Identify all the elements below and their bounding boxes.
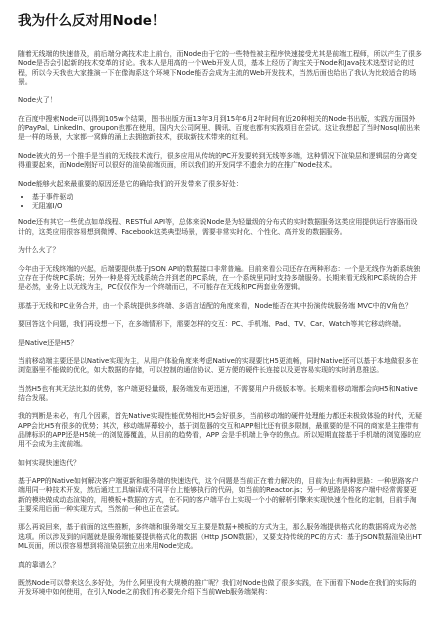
paragraph-ali-practice: 既然Node可以带来这么多好处，为什么阿里没有大规模的推广呢？我们对Node也做了很多实践，在下面看下Node在我们的实际的开发环境中如何使用，在引入Node之前我们有必要先介绍下当前Web服务端架构： bbox=[18, 578, 417, 597]
paragraph-native-advantages: 当前移动端主要还是以Native实现为主，从用户体验角度来考虑Native的实现要比H5更流畅，同时Native还可以基于本地做很多在浏览器里不能做的优化，如大数据的存储，可以控制的通信协议、更方便的硬件长连接以及更容易实现的实时消息推送。 bbox=[18, 356, 419, 375]
section-heading-node-hot: Node火了！ bbox=[18, 96, 57, 105]
paragraph-mvc-question: 那基于无线和PC业务合并，由一个系统提供多终端、多语言适配的角度来看，Node能否在其中扮演传统服务端 MVC中的V角色？ bbox=[18, 301, 412, 310]
section-heading-reliable: 真的靠谱么？ bbox=[18, 560, 60, 569]
paragraph-other-advantages: Node还有其它一些优点如单线程、RESTful API等，总体来说Node是为轻量级的分布式的实时数据服务这类应用提供运行容器而设计的，这类应用很容易想到微博、Facebook这类典型场景，需要非常实时化、个性化、高并发的数据服务。 bbox=[18, 218, 418, 236]
paragraph-my-judgement: 我的判断是未必，有几个因素，首先Native实现性能优势相比H5会好很多，当前移动端的硬件处理能力都还未极致体验的时代，无疑APP会比H5有很多的优势；其次，移动端屏幕较小，基于浏览器的交互和APP相比还有很多限制，最重要的是不同的商家是主推带有品牌标识的APP还是H5统一的浏览器覆盖，从目前的趋势看，APP 会是手机端上争夺的焦点。所以短期直接基于手机端的浏览器的应用不会成为主流前端。 bbox=[18, 412, 422, 449]
paragraph-h5-advantages: 当然H5也有其无法比拟的优势，客户端更轻量级，服务端发布更迅速，不需要用户升级版本等。长期来看移动端都会向H5和Native结合发展。 bbox=[18, 384, 418, 402]
section-heading-fast-iteration: 如何实现快速迭代？ bbox=[18, 458, 81, 467]
paragraph-search-results: 在百度中搜索Node可以得到105w个结果，图书出版方面13年3月到15年6月2年时间有近20种相关的Node书出版，实践方面国外的PayPal、LinkedIn、groupon也都在使用，国内大公司阿里、腾讯、百度也都有实践项目在尝试。这让我想起了当时Nosql前出来是一样的场景，大家都一窝蜂的涌上去拥抱新技术，获取新技术带来的红利。 bbox=[18, 114, 421, 142]
intro-paragraph: 随着无线端的快速普及，前后端分离技术走上前台，而Node由于它的一些特性被主程序快速接受尤其是前端工程师，所以产生了很多Node是否会引起新的技术变革的讨论。我本人是用高的一个Web开发人员，基本上经历了淘宝关于Node和Java技术选型讨论的过程，所以今天我也大家推演一下在像淘系这个环境下Node能否会成为主流的Web开发技术，当然后面也给出了我认为比较适合的场景。 bbox=[18, 50, 422, 86]
list-item: • 无阻塞I/O bbox=[32, 202, 422, 211]
section-heading-native-h5: 是Native还是H5？ bbox=[18, 338, 78, 347]
benefits-list bbox=[18, 193, 422, 212]
paragraph-app-iteration: 基于APP的Native如何解决客户端更新和服务端的快速迭代，这个问题是当前正在着力解决的，目前为止有两种思路：一种思路客户端用同一种技术开发，然后通过工具编译成不同平台上能够执行的代码，如当前的Reactor.js；另一种思路是将客户端中经常需要更新的模块做成动态渲染的，用模板+数据的方式，在不同的客户端平台上实现一个小的解析引擎来实现快速个性化的定制，目前手淘主要采用后面一种实现方式，当然前一种也正在尝试。 bbox=[18, 477, 419, 513]
article-title: 我为什么反对用Node！ bbox=[18, 13, 166, 29]
paragraph-multi-terminal: 要回答这个问题，我们再设想一下，在多端情形下，需要怎样的交互：PC、手机端、Pad、TV、Car、Watch等其它移动终端。 bbox=[18, 320, 406, 329]
list-item: • 基于事件驱动 bbox=[32, 193, 422, 202]
paragraph-wireless-push: Node被火的另一个推手是当前的无线技术流行，很多应用从传统的PC开发要转到无线等多端，这种情况下渲染层和逻辑层的分离变得重要起来，而Node刚好可以很好的渲染前端页面，所以我们的开发同学不遗余力的在推广Node技术。 bbox=[18, 151, 418, 170]
paragraph-benefits-intro: Node能够火起来最重要的原因还是它的确给我们的开发带来了很多好处： bbox=[18, 179, 243, 188]
paragraph-json-api: 今年由于无线终端的兴起，后端要提供基于JSON API的数据接口非常普遍。目前来看公司还存在两种形态：一个是无线作为新系统独立存在于传统PC系统；另外一种是将无线系统合并到老的PC系统，在一个系统里同时支持多端服务。长期来看无线和PC系统的合并是必然，业务上以无线为主，PC仅仅作为一个终端而已，不可能存在无线和PC两套业务逻辑。 bbox=[18, 264, 421, 292]
section-heading-why-hot: 为什么火了？ bbox=[18, 246, 60, 255]
paragraph-formatted-data: 那么再说回来，基于前面的这些推断，多终端和服务端交互主要是数据+模板的方式为主，那么服务端提供格式化的数据将成为必然选项。所以涉及到的问题就是服务端能要提供格式化的数据（Http JSON数据），又要支持传统的PC的方式：基于JSON数据渲染出HTML页面，所以很容易想到将渲染层独立出来用Node完成。 bbox=[18, 523, 422, 551]
